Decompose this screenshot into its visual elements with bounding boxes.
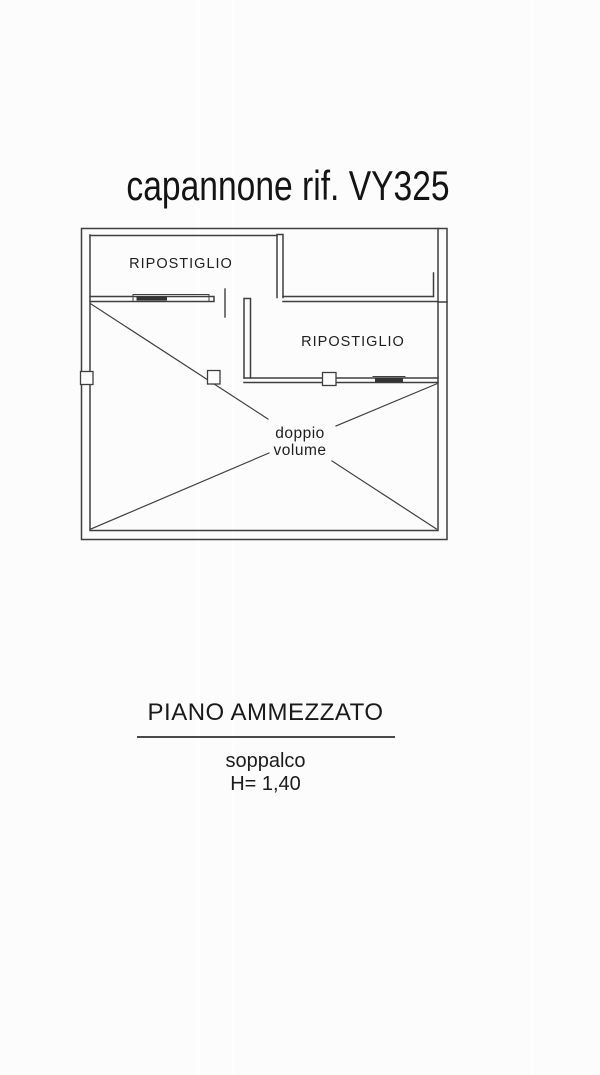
page-title: capannone rif. VY325 [126,162,450,209]
floor-section-label: soppalco [225,750,306,772]
room-label-ripostiglio-2: RIPOSTIGLIO [301,334,405,350]
double-volume-line2: volume [273,442,327,459]
heading-underline [137,736,395,738]
floor-section-height: H= 1,40 [230,773,301,795]
double-volume-line1: doppio [275,425,325,442]
outer-wall [82,229,448,540]
floor-section-heading: PIANO AMMEZZATO [147,699,384,726]
double-volume-label [230,425,370,459]
divider-wall [283,273,447,302]
window-symbol [133,295,209,302]
room-label-ripostiglio-1: RIPOSTIGLIO [129,256,233,272]
